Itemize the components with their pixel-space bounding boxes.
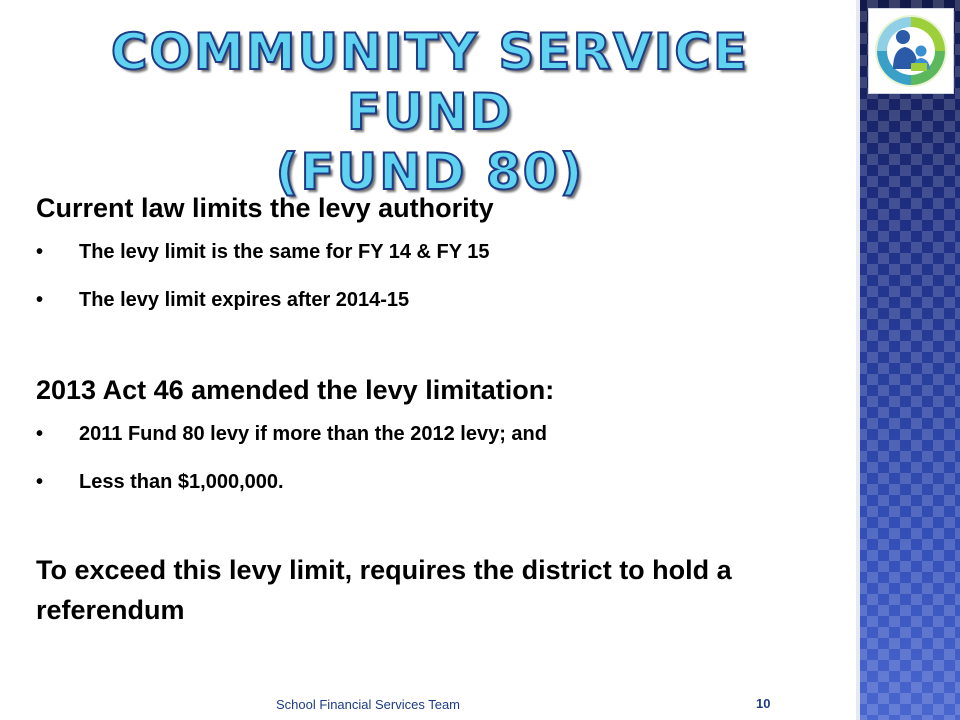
slide-content <box>36 188 846 630</box>
bullet-text: The levy limit is the same for FY 14 & FY 15 <box>79 241 490 263</box>
heading-act-46: 2013 Act 46 amended the levy limitation: <box>36 375 555 405</box>
title-line-2: (FUND 80) <box>275 143 585 201</box>
bullet-list-current-law <box>36 228 846 324</box>
footer-page-number: 10 <box>756 696 771 711</box>
decorative-side-panel <box>856 0 960 720</box>
bullet-text: 2011 Fund 80 levy if more than the 2012 levy; and <box>79 423 547 445</box>
footer-team-name: School Financial Services Team <box>276 697 461 712</box>
bullet-item <box>36 458 846 506</box>
bullet-item <box>36 410 846 458</box>
bullet-text: The levy limit expires after 2014-15 <box>79 289 410 311</box>
slide-title <box>20 22 840 202</box>
heading-current-law: Current law limits the levy authority <box>36 193 494 223</box>
bullet-item <box>36 228 846 276</box>
bullet-dot: • <box>36 471 44 493</box>
heading-referendum: To exceed this levy limit, requires the district to hold a referendum <box>36 555 732 625</box>
bullet-dot: • <box>36 423 44 445</box>
bullet-list-act-46 <box>36 410 846 506</box>
bullet-text: Less than $1,000,000. <box>79 471 284 493</box>
bullet-dot: • <box>36 241 44 263</box>
logo <box>868 8 954 94</box>
title-line-1: COMMUNITY SERVICE FUND <box>110 23 750 141</box>
adult-child-reading-logo-icon <box>869 9 953 93</box>
bullet-dot: • <box>36 289 44 311</box>
bullet-item <box>36 276 846 324</box>
